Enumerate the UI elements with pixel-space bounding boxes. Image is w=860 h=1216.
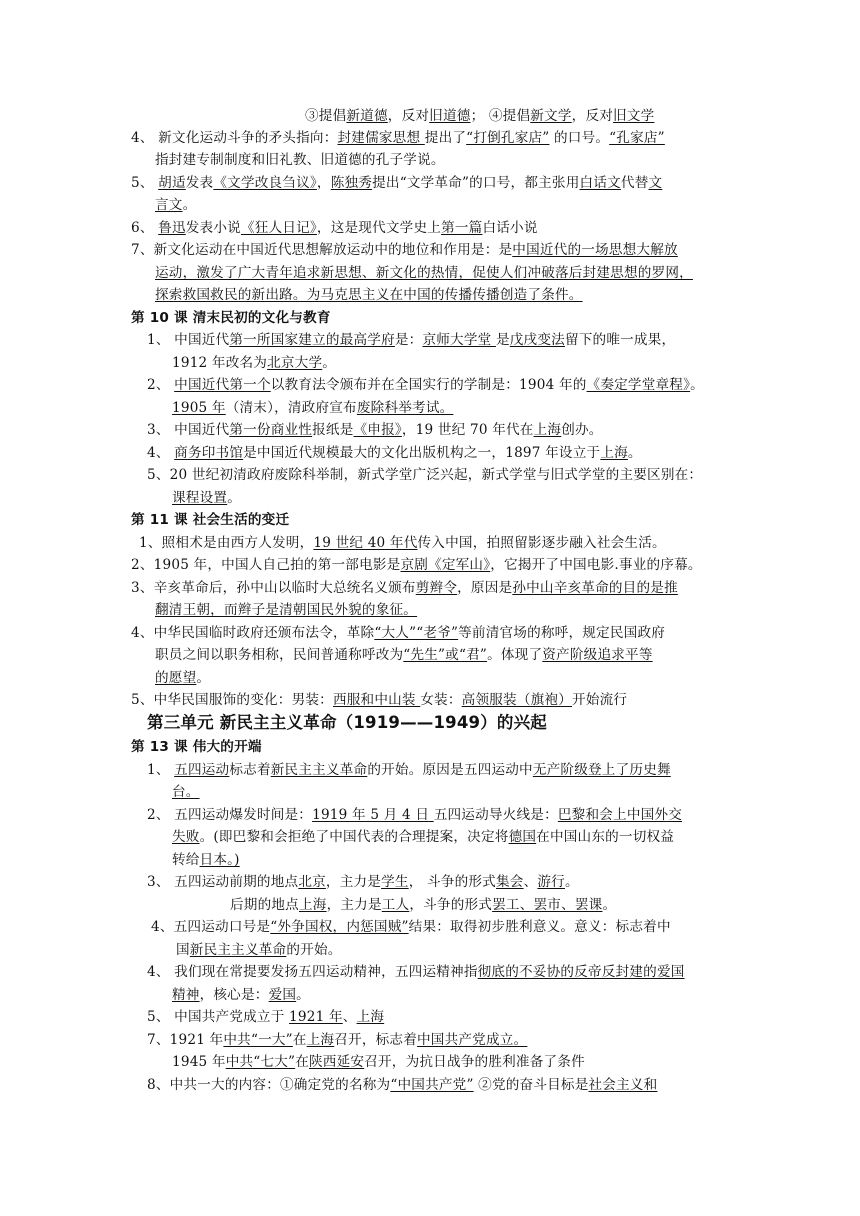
underlined-answer: 上海 (298, 897, 327, 913)
underlined-answer: 巴黎和会上中国外交 (557, 807, 683, 823)
text-line (147, 1075, 657, 1095)
underlined-answer: 上海 (533, 422, 562, 438)
text-segment: 。 (690, 377, 704, 393)
text-segment: 是： (394, 332, 423, 348)
text-segment: 召开，为抗日战争的胜利准备了条件 (364, 1054, 585, 1070)
text-segment: ，主力是 (326, 897, 382, 913)
text-segment: ； ④提倡 (470, 108, 531, 124)
underlined-answer: 五四运动 (174, 762, 230, 778)
text-line (131, 555, 702, 575)
text-segment: 6、 (131, 220, 159, 236)
underlined-answer: 失败 (172, 829, 200, 845)
underlined-answer: 第一所国家建立的最高学府 (229, 332, 395, 348)
text-segment: 。 (627, 445, 642, 461)
text-segment: 在中国山东的一切权益 (536, 829, 675, 845)
text-segment: 4、中华民国临时政府还颁布法令，革除 (131, 625, 375, 641)
text-segment: （清末），清政府宣布 (225, 400, 357, 416)
underlined-answer: 探索救国救民的新出路。为马克思主义在中国的传播传播创造了条件。 (155, 287, 583, 303)
text-line (172, 488, 241, 508)
text-segment: 第 11 课 社会生活的变迁 (131, 512, 290, 528)
underlined-answer: 翻清王朝，而辫子是清朝国民外貌的象征。 (155, 602, 418, 618)
text-segment: 国 (176, 942, 190, 958)
text-segment: 。 (196, 670, 211, 686)
underlined-answer: “孔家店” (609, 130, 665, 146)
text-segment: ②党的奋斗目标是 (473, 1077, 589, 1093)
underlined-answer: 陕西延安 (309, 1054, 365, 1070)
text-line (139, 533, 666, 553)
text-line (172, 1052, 585, 1072)
text-segment: 在 (292, 1032, 307, 1048)
text-segment: 3、 五四运动前期的地点 (147, 874, 299, 890)
text-segment: 创办。 (561, 422, 603, 438)
text-line (147, 760, 671, 780)
underlined-answer: 京剧《定军山》 (400, 557, 491, 573)
text-segment: 职员之间以职务相称，民间普通称呼改为 (155, 647, 404, 663)
text-segment: 。 (602, 897, 617, 913)
text-line (131, 578, 678, 598)
text-line (147, 420, 603, 440)
underlined-answer: 第一份商业性 (229, 422, 313, 438)
text-segment: ，19 世纪 70 年代在 (401, 422, 534, 438)
underlined-answer: 1919 年 5 月 4 日 (312, 807, 434, 823)
text-line (147, 805, 682, 825)
text-segment: ，反对 (387, 108, 430, 124)
text-line (151, 917, 671, 937)
underlined-answer: 封建儒家思想 (337, 130, 425, 146)
text-segment: 是 (495, 332, 510, 348)
underlined-answer: 中共“一大” (223, 1032, 293, 1048)
text-segment: ， (316, 175, 331, 191)
text-line (147, 375, 704, 395)
underlined-answer: 胡适 (158, 175, 186, 191)
text-line (155, 285, 583, 305)
text-line (172, 850, 240, 870)
text-line (230, 895, 616, 915)
underlined-answer: 19 世纪 40 年代 (313, 535, 418, 551)
text-segment: ，原因是 (457, 580, 513, 596)
underlined-answer: 言文 (155, 197, 183, 213)
text-segment: ，斗争的形式 (409, 897, 493, 913)
text-segment: 2、1905 年，中国人自己拍的第一部电影是 (131, 557, 401, 573)
text-segment: 5、20 世纪初清政府废除科举制，新式学堂广泛兴起，新式学堂与旧式学堂的主要区别在： (147, 467, 703, 483)
text-segment: ， 斗争的形式 (408, 874, 496, 890)
underlined-answer: 新民主主义革命 (270, 762, 368, 778)
text-segment: 1、照相术是由西方人发明， (139, 535, 314, 551)
text-segment: 第 10 课 清末民初的文化与教育 (131, 310, 331, 326)
text-segment: 指封建专制制度和旧礼教、旧道德的孔子学说。 (155, 152, 445, 168)
underlined-answer: 西服和中山装 (332, 692, 421, 708)
underlined-answer: 的愿望 (155, 670, 197, 686)
underlined-answer: 学生 (381, 874, 409, 890)
underlined-answer: 社会主义和 (588, 1077, 658, 1093)
underlined-answer: 鲁迅 (158, 220, 186, 236)
text-line (131, 690, 627, 710)
text-segment: 。 (296, 987, 310, 1003)
text-segment: 是中国近代规模最大的文化出版机构之一，1897 年设立于 (243, 445, 601, 461)
text-segment: 。 (322, 355, 337, 371)
text-segment: 开始流行 (572, 692, 628, 708)
text-segment: 8、中共一大的内容：①确定党的名称为 (147, 1077, 391, 1093)
underlined-answer: 罢工、罢市、罢课 (492, 897, 603, 913)
underlined-answer: 新民主主义革命 (189, 942, 287, 958)
underlined-answer: 旧道德 (429, 108, 471, 124)
underlined-answer: 上海 (356, 1009, 385, 1025)
underlined-answer: “中国共产党” (390, 1077, 474, 1093)
text-segment: 4、 我们现在常提要发扬五四运动精神，五四运精神指 (147, 964, 478, 980)
text-segment: 以教育法令颁布并在全国实行的学制是：1904 年的 (270, 377, 587, 393)
underlined-answer: 彻底的不妥协的反帝反封建的爱国 (477, 964, 685, 980)
text-line (131, 173, 662, 193)
text-segment: 提出“文学革命”的口号，都主张用 (372, 175, 580, 191)
underlined-answer: 资产阶级追求平等 (542, 647, 653, 663)
text-segment: 5、 中国共产党成立于 (147, 1009, 290, 1025)
text-line (155, 668, 210, 688)
underlined-answer: 台。 (172, 784, 200, 800)
underlined-answer: 孙中山辛亥革命的目的是推 (512, 580, 678, 596)
text-segment: 第 13 课 伟大的开端 (131, 739, 262, 755)
text-segment: 。体现了 (487, 647, 543, 663)
text-line (172, 985, 310, 1005)
text-segment: 等前清官场的称呼，规定民国政府 (458, 625, 666, 641)
text-line (131, 128, 665, 148)
underlined-answer: 陈独秀 (330, 175, 373, 191)
text-line (155, 195, 196, 215)
underlined-answer: 《狂人日记》 (240, 220, 317, 236)
underlined-answer: 文 (648, 175, 663, 191)
text-segment: 4、五四运动口号是 (151, 919, 271, 935)
text-segment: 在 (295, 1054, 309, 1070)
text-line (147, 465, 702, 485)
underlined-answer: 第一个 (229, 377, 271, 393)
text-segment: 白话小说 (482, 220, 538, 236)
underlined-answer: 中国近代的一场思想大解放 (512, 242, 678, 258)
underlined-answer: 北京 (298, 874, 326, 890)
underlined-answer: 中共“七大” (225, 1054, 296, 1070)
underlined-answer: 新文学 (530, 108, 572, 124)
text-line (155, 263, 693, 283)
underlined-answer: 新道德 (346, 108, 388, 124)
text-segment: ，这是现代文学史上 (316, 220, 442, 236)
text-segment: 留下的唯一成果， (564, 332, 676, 348)
text-segment: 5、中华民国服饰的变化：男装： (131, 692, 333, 708)
section-heading (131, 308, 331, 328)
text-segment: ，反对 (571, 108, 614, 124)
text-segment: ，主力是 (325, 874, 382, 890)
underlined-answer: 运动，激发了广大青年追求新思想、新文化的热情，促使人们冲破落后封建思想的罗网， (155, 265, 693, 281)
text-line (147, 962, 685, 982)
underlined-answer: 集会 (495, 874, 524, 890)
underlined-answer: 无产阶级登上了历史舞 (532, 762, 671, 778)
text-line (155, 150, 445, 170)
underlined-answer: 京师大学堂 (422, 332, 496, 348)
text-segment: 4、 (147, 445, 175, 461)
underlined-answer: 精神 (172, 987, 200, 1003)
text-line (172, 353, 336, 373)
text-segment: 第三单元 新民主主义革命（1919——1949）的兴起 (147, 713, 547, 732)
text-line (147, 1030, 527, 1050)
text-segment: 3、 中国近代 (147, 422, 230, 438)
underlined-answer: 工人 (381, 897, 410, 913)
underlined-answer: 游行 (537, 874, 565, 890)
section-heading (131, 510, 289, 530)
underlined-answer: 白话文 (579, 175, 621, 191)
text-segment: ，核心是： (199, 987, 269, 1003)
text-segment: 。 (182, 197, 197, 213)
text-line (147, 1007, 384, 1027)
text-segment: 1945 年 (172, 1054, 226, 1070)
text-line (305, 106, 654, 126)
text-segment: 。 (227, 490, 241, 506)
text-segment: 标志着 (229, 762, 271, 778)
text-line (172, 827, 674, 847)
text-segment: 5、 (131, 175, 159, 191)
underlined-answer: “外争国权，内惩国贼” (270, 919, 409, 935)
text-segment: 1912 年改名为 (172, 355, 268, 371)
underlined-answer: 高领服装（旗袍） (461, 692, 573, 708)
text-segment: 1、 中国近代 (147, 332, 230, 348)
text-line (131, 623, 665, 643)
text-segment: 的开始。原因是五四运动中 (367, 762, 533, 778)
text-segment: 代替 (620, 175, 649, 191)
underlined-answer: 上海 (600, 445, 628, 461)
text-segment: ，它揭开了中国电影.事业的序幕。 (490, 557, 702, 573)
section-heading (131, 737, 262, 757)
underlined-answer: “大人”“老爷” (374, 625, 459, 641)
underlined-answer: 《奏定学堂章程》 (586, 377, 691, 393)
text-segment: 召开，标志着 (334, 1032, 417, 1048)
underlined-answer: 废除科举考试。 (356, 400, 454, 416)
text-segment: 、 (342, 1009, 357, 1025)
text-segment: 报纸是 (312, 422, 354, 438)
underlined-answer: 上海 (306, 1032, 335, 1048)
text-segment: 结果：取得初步胜利意义。意义：标志着中 (408, 919, 671, 935)
text-line (172, 782, 200, 802)
text-line (131, 218, 538, 238)
underlined-answer: 中国近代 (174, 377, 230, 393)
underlined-answer: 1905 年 (172, 400, 226, 416)
text-segment: 提出了 (424, 130, 467, 146)
text-line (176, 940, 342, 960)
text-segment: 1、 (147, 762, 175, 778)
text-line (147, 443, 642, 463)
underlined-answer: 《申报》 (353, 422, 402, 438)
text-segment: 发表小说 (185, 220, 241, 236)
text-segment: 2、 五四运动爆发时间是： (147, 807, 313, 823)
underlined-answer: 1921 年 (289, 1009, 343, 1025)
text-line (131, 240, 678, 260)
text-segment: 的口号。 (549, 130, 610, 146)
text-segment: 4、 新文化运动斗争的矛头指向： (131, 130, 338, 146)
underlined-answer: 课程设置 (172, 490, 228, 506)
text-segment: 3、辛亥革命后，孙中山以临时大总统名义颁布 (131, 580, 416, 596)
text-segment: 7、新文化运动在中国近代思想解放运动中的地位和作用是：是 (131, 242, 513, 258)
text-segment: 。(即巴黎和会拒绝了中国代表的合理提案，决定将 (199, 829, 509, 845)
text-segment: 、 (523, 874, 538, 890)
text-line (155, 600, 417, 620)
section-heading (147, 712, 547, 734)
underlined-answer: 爱国 (268, 987, 297, 1003)
text-segment: 的开始。 (286, 942, 342, 958)
underlined-answer: 日本。) (199, 852, 240, 868)
text-segment: 7、1921 年 (147, 1032, 224, 1048)
underlined-answer: “打倒孔家店” (466, 130, 550, 146)
text-segment: 2、 (147, 377, 175, 393)
text-line (155, 645, 653, 665)
text-segment: 发表 (185, 175, 214, 191)
text-segment: 转给 (172, 852, 200, 868)
text-segment: 传入中国，拍照留影逐步融入社会生活。 (417, 535, 666, 551)
text-line (147, 330, 675, 350)
text-segment: 后期的地点 (230, 897, 299, 913)
underlined-answer: 剪辫令 (415, 580, 458, 596)
text-segment: 女装： (420, 692, 462, 708)
underlined-answer: 北京大学 (267, 355, 323, 371)
underlined-answer: 第一篇 (441, 220, 483, 236)
underlined-answer: 中国共产党成立。 (417, 1032, 528, 1048)
text-line (147, 872, 579, 892)
underlined-answer: 商务印书馆 (174, 445, 244, 461)
underlined-answer: 德国 (508, 829, 537, 845)
text-segment: ③提倡 (305, 108, 347, 124)
underlined-answer: 《文学改良刍议》 (213, 175, 317, 191)
text-line (172, 398, 453, 418)
text-segment: 。 (564, 874, 579, 890)
underlined-answer: “先生”或“君” (403, 647, 488, 663)
text-segment: 五四运动导火线是： (433, 807, 558, 823)
underlined-answer: 戊戌变法 (509, 332, 565, 348)
underlined-answer: 旧文学 (613, 108, 655, 124)
